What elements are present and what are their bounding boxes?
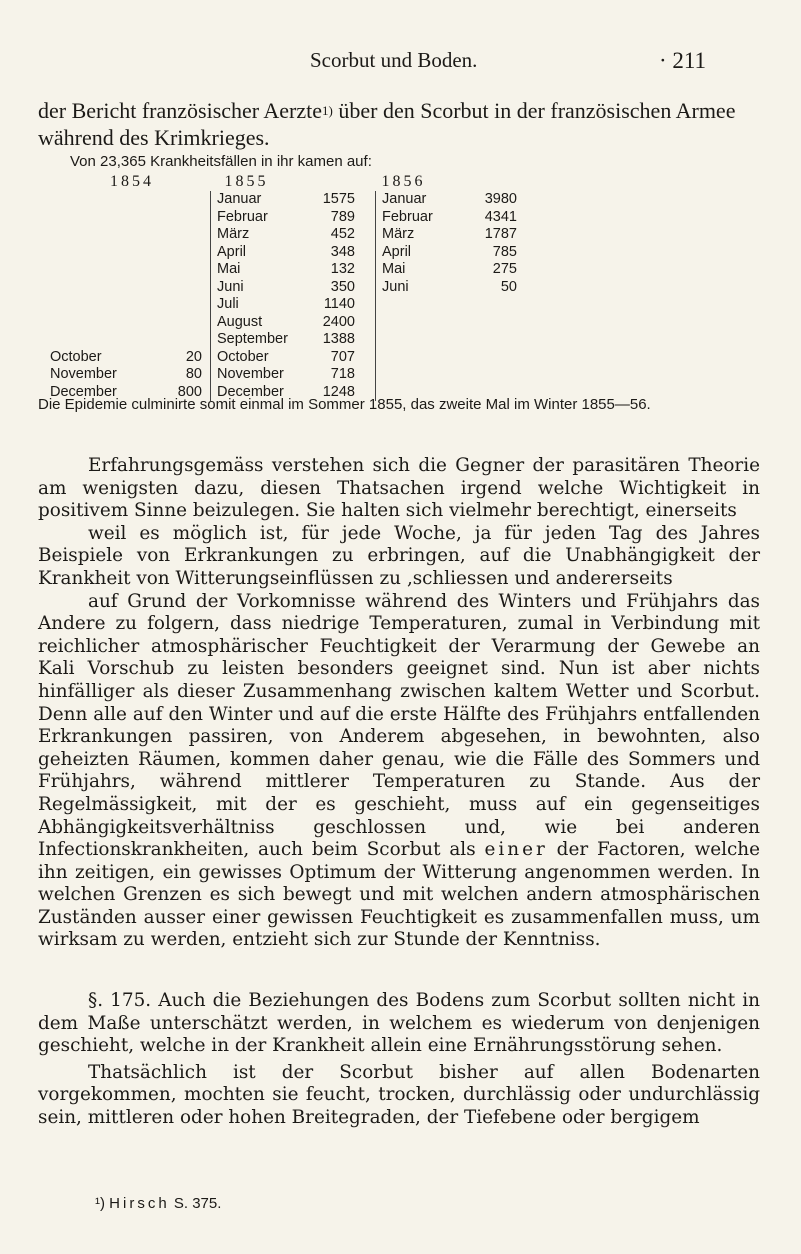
- intro-paragraph: [38, 97, 758, 151]
- cases-1856: [477, 331, 517, 349]
- cases-1856: [477, 349, 517, 367]
- month-1856: Mai: [376, 261, 478, 279]
- paragraph-3: [38, 591, 760, 953]
- month-1855: December: [211, 384, 318, 402]
- month-1854: [50, 244, 170, 262]
- table-row: [50, 279, 517, 297]
- month-1854: [50, 226, 170, 244]
- table-lead-in: Von 23,365 Krankheitsfällen in ihr kamen auf:: [70, 153, 372, 170]
- cases-1854: [170, 209, 211, 227]
- cases-1856: 275: [492, 261, 517, 277]
- cases-1854: 20: [185, 348, 202, 365]
- page-header: [0, 48, 801, 74]
- table-row: [50, 226, 517, 244]
- table-row: [50, 261, 517, 279]
- month-1856: April: [376, 244, 478, 262]
- cases-1855: 2400: [322, 313, 355, 330]
- emphasized-word: einer: [484, 839, 548, 861]
- cases-1856: 1787: [484, 226, 517, 242]
- cases-1855: 1248: [322, 383, 355, 400]
- month-1856: [376, 349, 478, 367]
- cases-1854: [170, 331, 211, 349]
- cases-1855: 707: [330, 348, 355, 365]
- year-header-row: [50, 172, 517, 191]
- cases-1854: [170, 261, 211, 279]
- paragraph-1: Erfahrungsgemäss verstehen sich die Gegner der parasitären Theorie am wenigsten dazu, diesen Thatsachen irgend welche Wichtigkeit in positivem Sinne beizulegen. Sie halten sich vielmehr berechtigt, einerseits: [38, 455, 760, 522]
- table-row: [50, 331, 517, 349]
- section-paragraph-2: Thatsächlich ist der Scorbut bisher auf allen Bodenarten vorgekommen, mochten sie feucht, trocken, durchlässig oder undurchlässig sein, mittleren oder hohen Breitegraden, der Tiefebene oder bergigem: [38, 1061, 760, 1128]
- cases-1855: 718: [330, 366, 355, 382]
- cases-1855: 132: [330, 261, 355, 277]
- cases-1854: [170, 279, 211, 297]
- cases-1855: 350: [330, 278, 355, 295]
- month-1856: März: [376, 226, 478, 244]
- table-body: [50, 191, 517, 401]
- table-row: [50, 314, 517, 332]
- month-1854: [50, 296, 170, 314]
- cases-1856: [477, 314, 517, 332]
- month-1855: August: [211, 314, 318, 332]
- intro-text-continued: über den Scorbut in der französischen Armee während des Krimkrieges.: [38, 98, 736, 150]
- running-title: Scorbut und Boden.: [310, 48, 478, 72]
- footnote-reference: 1): [322, 103, 333, 118]
- month-1854: [50, 261, 170, 279]
- footnote-marker: ¹): [95, 1195, 105, 1212]
- month-1855: October: [211, 349, 318, 367]
- month-1854: [50, 279, 170, 297]
- year-header-1854: 1854: [110, 172, 154, 190]
- month-1856: [376, 366, 478, 384]
- cases-1855: 1575: [322, 191, 355, 207]
- cases-1854: [170, 226, 211, 244]
- year-header-1856: 1856: [381, 172, 426, 190]
- section-175: [38, 990, 760, 1134]
- cases-1856: 3980: [484, 191, 517, 207]
- cases-1854: [170, 314, 211, 332]
- table-row: [50, 209, 517, 227]
- footnote-author: Hirsch: [109, 1195, 170, 1212]
- section-paragraph-1: §. 175. Auch die Beziehungen des Bodens zum Scorbut sollten nicht in dem Maße unterschätzt werden, in welchem es wiederum von denjenigen geschieht, welche in der Krankheit allein eine Ernährungsstörung sehen.: [38, 990, 760, 1057]
- month-1854: October: [50, 348, 102, 365]
- cases-1856: 50: [500, 278, 517, 295]
- month-1855: März: [211, 226, 318, 244]
- month-1855: Januar: [211, 191, 318, 209]
- cases-1856: [477, 366, 517, 384]
- scurvy-cases-table: [50, 172, 517, 401]
- month-1856: Januar: [376, 191, 478, 209]
- cases-1854: 800: [177, 383, 202, 400]
- cases-1855: 1140: [323, 296, 355, 312]
- cases-1856: 4341: [484, 208, 517, 225]
- cases-1855: 1388: [322, 331, 355, 347]
- month-1854: [50, 331, 170, 349]
- cases-1854: 80: [185, 366, 202, 382]
- cases-1855: 452: [330, 226, 355, 242]
- month-1855: November: [211, 366, 318, 384]
- month-1856: [376, 296, 478, 314]
- month-1854: [50, 209, 170, 227]
- footnote-divider: [95, 1188, 245, 1189]
- footnote: [95, 1195, 221, 1212]
- cases-1854: [170, 296, 211, 314]
- cases-1855: 348: [330, 243, 355, 260]
- paragraph-3-text-continued: der Factoren, welche ihn zeitigen, ein gewisses Optimum der Witterung angenommen werden. In welchen Grenzen es sich bewegt und mit welchen andern atmosphärischen Zuständen ausser einer gewissen Feuchtigkeit es zusammenfallen muss, um wirksam zu werden, entzieht sich zur Stunde der Kenntniss.: [38, 839, 760, 951]
- page-number: · 211: [658, 48, 706, 73]
- cases-1854: [170, 191, 211, 209]
- summary-text: Die Epidemie culminirte somit einmal im Sommer 1855, das zweite Mal im Winter 1855—56.: [38, 396, 651, 413]
- body-text: [38, 455, 760, 952]
- paragraph-2: weil es möglich ist, für jede Woche, ja für jeden Tag des Jahres Beispiele von Erkrankungen zu erbringen, auf die Unabhängigkeit der Krankheit von Witterungseinflüssen zu ‚schliessen und andererseits: [38, 522, 760, 589]
- cases-1855: 789: [330, 208, 355, 225]
- summary-note: [38, 395, 760, 414]
- month-1856: Juni: [376, 279, 478, 297]
- month-1855: Mai: [211, 261, 318, 279]
- month-1855: Juni: [211, 279, 318, 297]
- cases-1854: [170, 244, 211, 262]
- month-1854: November: [50, 366, 117, 382]
- cases-1856: [477, 296, 517, 314]
- month-1856: [376, 314, 478, 332]
- month-1854: [50, 191, 170, 209]
- month-1855: April: [211, 244, 318, 262]
- month-1855: Juli: [211, 296, 318, 314]
- table-row: [50, 366, 517, 384]
- month-1854: [50, 314, 170, 332]
- table-row: [50, 244, 517, 262]
- intro-text: der Bericht französischer Aerzte: [38, 98, 323, 123]
- table-row: [50, 296, 517, 314]
- month-1854: December: [50, 383, 117, 400]
- table-row: [50, 349, 517, 367]
- paragraph-3-text: auf Grund der Vorkomnisse während des Winters und Frühjahrs das Andere zu folgern, dass niedrige Temperaturen, zumal in Verbindung mit reichlicher atmosphärischer Feuchtigkeit der Verarmung der Gewebe an Kali Vorschub zu leisten besonders geeignet sind. Nun ist aber nichts hinfälliger als dieser Zusammenhang zwischen kaltem Wetter und Scorbut. Denn alle auf den Winter und auf die erste Hälfte des Frühjahrs entfallenden Erkrankungen passiren, von Anderem abgesehen, in bewohnten, also geheizten Räumen, kommen daher genau, wie die Fälle des Sommers und Frühjahrs, während mittlerer Temperaturen zu Stande. Aus der Regelmässigkeit, mit der es geschieht, muss auf ein gegenseitiges Abhängigkeitsverhältniss geschlossen und, wie bei anderen Infectionskrankheiten, auch beim Scorbut als: [38, 590, 760, 861]
- table-row: [50, 191, 517, 209]
- month-1856: [376, 331, 478, 349]
- cases-1856: 785: [492, 243, 517, 260]
- month-1856: Februar: [376, 209, 478, 227]
- year-header-1855: 1855: [224, 172, 269, 190]
- month-1855: September: [211, 331, 318, 349]
- month-1855: Februar: [211, 209, 318, 227]
- footnote-reference-text: S. 375.: [169, 1195, 222, 1212]
